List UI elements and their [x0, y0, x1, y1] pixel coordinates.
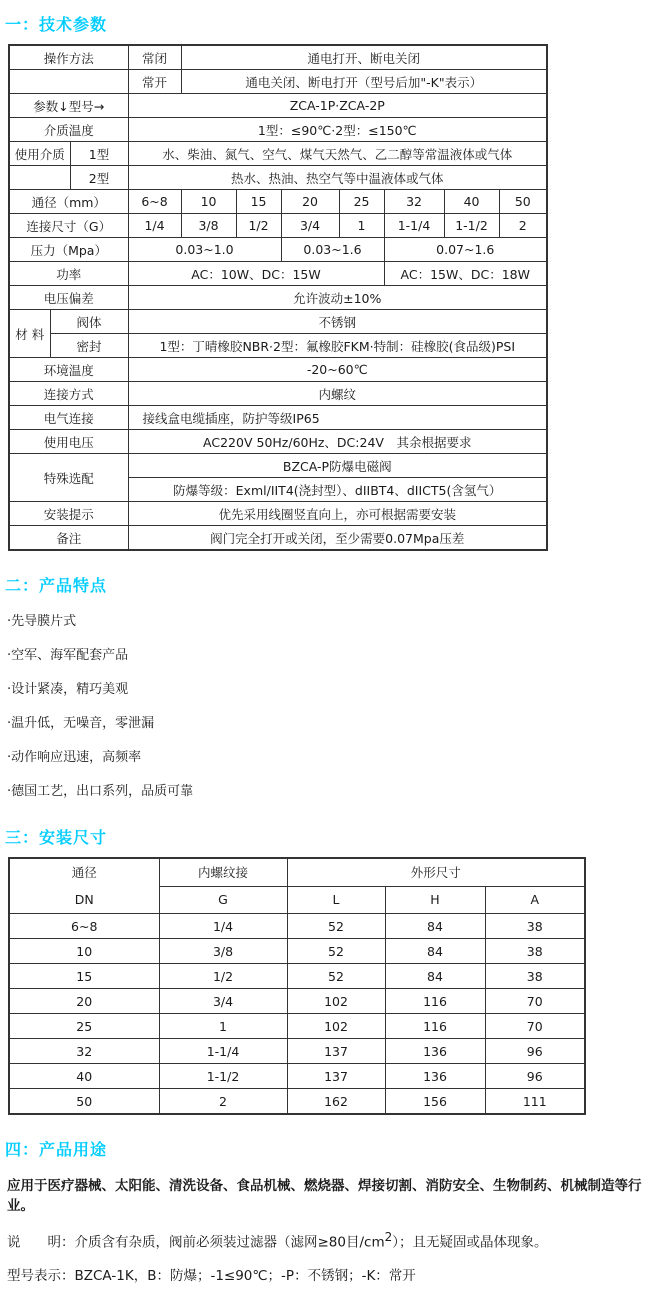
dims-cell: 156	[385, 1089, 485, 1115]
cell-pressure-value: 0.03~1.0	[128, 238, 281, 262]
dims-header-thread: 内螺纹接	[159, 858, 287, 886]
dims-cell: 38	[485, 914, 585, 939]
cell-pressure-label: 压力（Mpa）	[9, 238, 128, 262]
dims-cell: 6~8	[9, 914, 159, 939]
cell-voltage-dev-value: 允许波动±10%	[128, 286, 547, 310]
feature-item: ·动作响应迅速，高频率	[7, 750, 142, 765]
dims-cell: 1-1/4	[159, 1039, 287, 1064]
dims-cell: 1	[159, 1014, 287, 1039]
cell-normally-closed-label: 常闭	[128, 45, 181, 70]
tech-params-heading: 一：技术参数	[5, 15, 108, 34]
cell-material-label: 材 料	[9, 310, 50, 358]
dims-header-dn-line2: DN	[74, 892, 94, 907]
table-row	[9, 939, 585, 964]
dims-cell: 10	[9, 939, 159, 964]
cell-normally-open-value: 通电关闭、断电打开（型号后加"-K"表示）	[181, 70, 547, 94]
dims-cell: 111	[485, 1089, 585, 1115]
cell-power-label: 功率	[9, 262, 128, 286]
cell-special-label: 特殊选配	[9, 454, 128, 502]
dims-cell: 25	[9, 1014, 159, 1039]
cell-install-label: 安装提示	[9, 502, 128, 526]
cell-type2-label: 2型	[70, 166, 128, 190]
cell-pressure-value: 0.07~1.6	[384, 238, 547, 262]
table-row	[9, 989, 585, 1014]
cell-body-value: 不锈钢	[128, 310, 547, 334]
cell-empty	[9, 70, 128, 94]
cell-ambient-value: -20~60℃	[128, 358, 547, 382]
dims-cell: 116	[385, 989, 485, 1014]
dims-header-h: H	[385, 886, 485, 913]
cell-operation-label: 操作方法	[9, 45, 128, 70]
cell-g-value: 3/4	[281, 214, 339, 238]
cell-seal-value: 1型：丁晴橡胶NBR·2型：氟橡胶FKM·特制：硅橡胶(食品级)PSI	[128, 334, 547, 358]
cell-power-value: AC：10W、DC：15W	[128, 262, 384, 286]
usage-note-label: 说 明：	[7, 1234, 75, 1251]
usage-model-line: 型号表示：BZCA-1K，B：防爆；-1≤90℃；-P：不锈钢；-K：常开	[7, 1267, 416, 1284]
dims-header-dn	[9, 858, 159, 914]
cell-g-value: 1-1/2	[444, 214, 499, 238]
features-heading: 二：产品特点	[5, 576, 108, 595]
cell-dn-value: 50	[499, 190, 547, 214]
cell-type1-value: 水、柴油、氮气、空气、煤气天然气、乙二醇等常温液体或气体	[128, 142, 547, 166]
dims-cell: 38	[485, 964, 585, 989]
dims-cell: 15	[9, 964, 159, 989]
cell-param-model-value: ZCA-1P·ZCA-2P	[128, 94, 547, 118]
dims-cell: 102	[287, 989, 385, 1014]
dims-header-l: L	[287, 886, 385, 913]
feature-item: ·温升低，无噪音，零泄漏	[7, 716, 155, 731]
dims-header-outline: 外形尺寸	[287, 858, 585, 886]
cell-normally-open-label: 常开	[128, 70, 181, 94]
cell-dn-label: 通径（mm）	[9, 190, 128, 214]
cell-param-model-label: 参数↓型号→	[9, 94, 128, 118]
cell-dn-value: 20	[281, 190, 339, 214]
dims-cell: 38	[485, 939, 585, 964]
features-list	[7, 610, 653, 799]
usage-block	[7, 1174, 653, 1284]
cell-seal-label: 密封	[50, 334, 128, 358]
dims-cell: 50	[9, 1089, 159, 1115]
table-row	[9, 1089, 585, 1115]
dims-heading: 三：安装尺寸	[5, 828, 108, 847]
cell-media-label: 使用介质	[9, 142, 70, 166]
cell-type1-label: 1型	[70, 142, 128, 166]
dims-cell: 116	[385, 1014, 485, 1039]
dims-cell: 137	[287, 1064, 385, 1089]
cell-special-value-2: 防爆等级：Exml/IIT4(浇封型）、dIIBT4、dIICT5(含氢气）	[128, 478, 547, 502]
cell-electric-label: 电气连接	[9, 406, 128, 430]
cell-install-value: 优先采用线圈竖直向上，亦可根据需要安装	[128, 502, 547, 526]
dims-cell: 52	[287, 914, 385, 939]
dims-cell: 84	[385, 914, 485, 939]
dims-cell: 3/8	[159, 939, 287, 964]
cell-g-value: 1-1/4	[384, 214, 444, 238]
cell-g-value: 1/2	[236, 214, 281, 238]
cell-empty	[9, 166, 70, 190]
usage-intro: 应用于医疗器械、太阳能、清洗设备、食品机械、燃烧器、焊接切割、消防安全、生物制药、机械制造等行业。	[7, 1178, 642, 1214]
cell-g-value: 1	[339, 214, 384, 238]
dims-cell: 102	[287, 1014, 385, 1039]
usage-note	[7, 1230, 653, 1251]
dims-cell: 136	[385, 1064, 485, 1089]
cell-pressure-value: 0.03~1.6	[281, 238, 384, 262]
dims-cell: 70	[485, 1014, 585, 1039]
cell-electric-value: 接线盒电缆插座，防护等级IP65	[128, 406, 547, 430]
cell-dn-value: 15	[236, 190, 281, 214]
cell-body-label: 阀体	[50, 310, 128, 334]
cell-ambient-label: 环境温度	[9, 358, 128, 382]
usage-note-superscript: 2	[384, 1230, 393, 1244]
cell-conn-label: 连接方式	[9, 382, 128, 406]
dims-cell: 70	[485, 989, 585, 1014]
cell-dn-value: 6~8	[128, 190, 181, 214]
dims-header-dn-line1: 通径	[71, 865, 97, 880]
tech-params-table	[8, 44, 548, 551]
dims-header-g: G	[159, 886, 287, 913]
cell-dn-value: 25	[339, 190, 384, 214]
dims-cell: 136	[385, 1039, 485, 1064]
dims-cell: 84	[385, 939, 485, 964]
usage-note-post: ）；且无疑固或晶体现象。	[392, 1234, 548, 1251]
table-row	[9, 964, 585, 989]
cell-g-value: 3/8	[181, 214, 236, 238]
cell-conn-value: 内螺纹	[128, 382, 547, 406]
dims-cell: 1/4	[159, 914, 287, 939]
cell-special-value-1: BZCA-P防爆电磁阀	[128, 454, 547, 478]
dims-cell: 32	[9, 1039, 159, 1064]
cell-media-temp-label: 介质温度	[9, 118, 128, 142]
dims-cell: 52	[287, 939, 385, 964]
table-row	[9, 1014, 585, 1039]
feature-item: ·设计紧凑，精巧美观	[7, 682, 129, 697]
feature-item: ·先导膜片式	[7, 614, 77, 629]
cell-g-value: 2	[499, 214, 547, 238]
cell-power-value: AC：15W、DC：18W	[384, 262, 547, 286]
dims-table	[8, 857, 586, 1115]
dims-cell: 40	[9, 1064, 159, 1089]
dims-cell: 1/2	[159, 964, 287, 989]
cell-remark-value: 阀门完全打开或关闭，至少需要0.07Mpa压差	[128, 526, 547, 551]
dims-cell: 2	[159, 1089, 287, 1115]
table-row	[9, 1039, 585, 1064]
dims-cell: 96	[485, 1064, 585, 1089]
feature-item: ·德国工艺，出口系列，品质可靠	[7, 784, 194, 799]
dims-cell: 20	[9, 989, 159, 1014]
dims-cell: 137	[287, 1039, 385, 1064]
dims-cell: 1-1/2	[159, 1064, 287, 1089]
dims-cell: 52	[287, 964, 385, 989]
feature-item: ·空军、海军配套产品	[7, 648, 129, 663]
cell-dn-value: 40	[444, 190, 499, 214]
cell-voltage-value: AC220V 50Hz/60Hz、DC:24V 其余根据要求	[128, 430, 547, 454]
cell-remark-label: 备注	[9, 526, 128, 551]
dims-cell: 84	[385, 964, 485, 989]
cell-dn-value: 10	[181, 190, 236, 214]
cell-voltage-label: 使用电压	[9, 430, 128, 454]
table-row	[9, 914, 585, 939]
cell-type2-value: 热水、热油、热空气等中温液体或气体	[128, 166, 547, 190]
cell-voltage-dev-label: 电压偏差	[9, 286, 128, 310]
dims-cell: 3/4	[159, 989, 287, 1014]
cell-g-label: 连接尺寸（G）	[9, 214, 128, 238]
cell-dn-value: 32	[384, 190, 444, 214]
cell-media-temp-value: 1型：≤90℃·2型：≤150℃	[128, 118, 547, 142]
usage-heading: 四：产品用途	[5, 1140, 108, 1159]
cell-g-value: 1/4	[128, 214, 181, 238]
dims-cell: 96	[485, 1039, 585, 1064]
dims-cell: 162	[287, 1089, 385, 1115]
usage-note-pre: 介质含有杂质，阀前必须装过滤器（滤网≥80目/cm	[74, 1234, 385, 1251]
cell-normally-closed-value: 通电打开、断电关闭	[181, 45, 547, 70]
table-row	[9, 1064, 585, 1089]
dims-header-a: A	[485, 886, 585, 913]
